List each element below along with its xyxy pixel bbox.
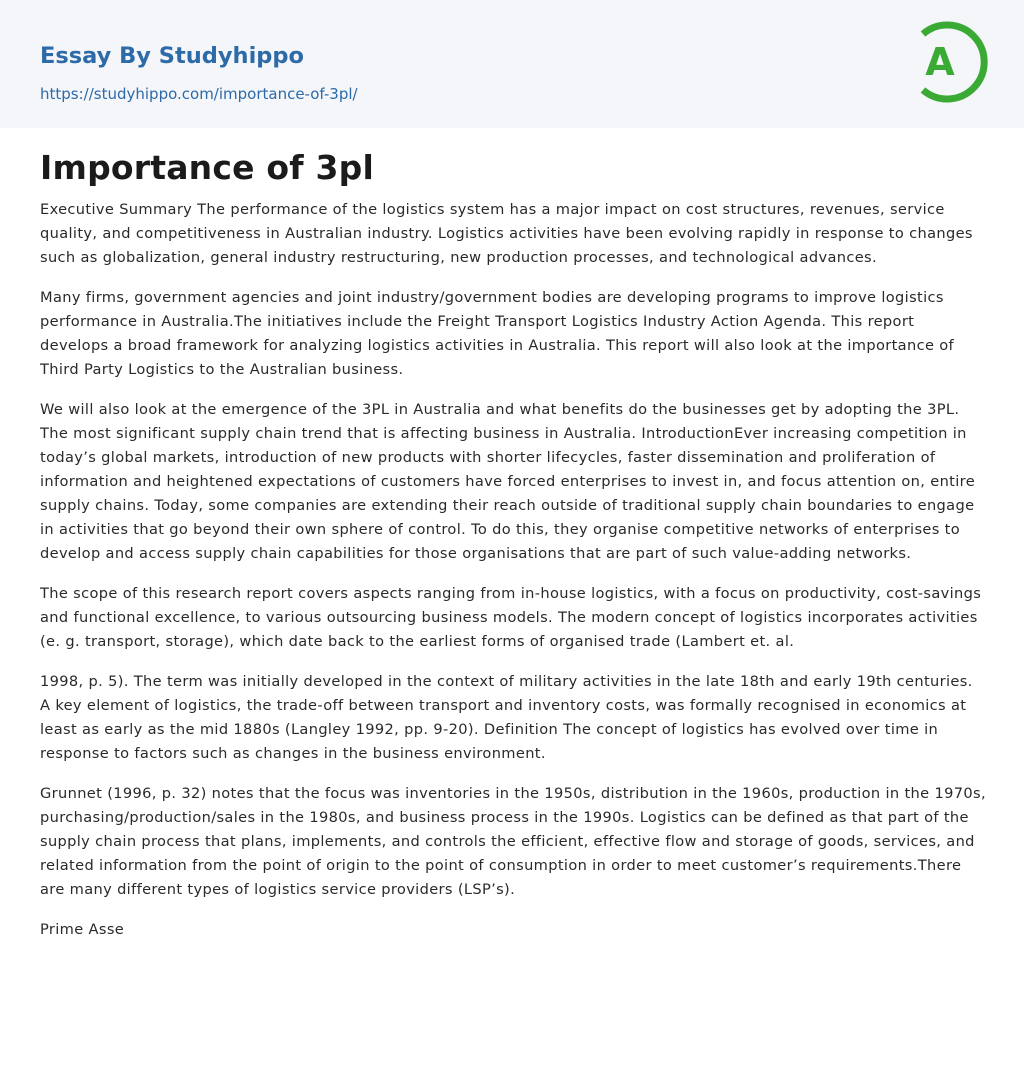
studyhippo-logo-icon[interactable] bbox=[910, 18, 988, 106]
site-header bbox=[0, 0, 1024, 128]
essay-title: Importance of 3pl bbox=[40, 148, 375, 187]
essay-url-link[interactable]: https://studyhippo.com/importance-of-3pl/ bbox=[40, 85, 358, 103]
essay-paragraph: Grunnet (1996, p. 32) notes that the focus was inventories in the 1950s, distribution in the 1960s, production in the 1970s, purchasing/production/sales in the 1980s, and business process in the 1990s. Logistics can be defined as that part of the supply chain process that plans, implements, and controls the efficient, effective flow and storage of goods, services, and related information from the point of origin to the point of consumption in order to meet customer’s requirements.There are many different types of logistics service providers (LSP’s). bbox=[40, 785, 986, 898]
essay-paragraph: Many firms, government agencies and joint industry/government bodies are developing programs to improve logistics performance in Australia.The initiatives include the Freight Transport Logistics Industry Action Agenda. This report develops a broad framework for analyzing logistics activities in Australia. This report will also look at the importance of Third Party Logistics to the Australian business. bbox=[40, 289, 955, 378]
essay-paragraph: Executive Summary The performance of the logistics system has a major impact on cost structures, revenues, service quality, and competitiveness in Australian industry. Logistics activities have been evolving rapidly in response to changes such as globalization, general industry restructuring, new production processes, and technological advances. bbox=[40, 201, 973, 266]
essay-paragraph: The scope of this research report covers aspects ranging from in-house logistics, with a focus on productivity, cost-savings and functional excellence, to various outsourcing business models. The modern concept of logistics incorporates activities (e. g. transport, storage), which date back to the earliest forms of organised trade (Lambert et. al. bbox=[40, 585, 982, 650]
logo-letter: A bbox=[925, 40, 955, 84]
essay-paragraph: 1998, p. 5). The term was initially developed in the context of military activities in the late 18th and early 19th centuries. A key element of logistics, the trade-off between transport and inventory costs, was formally recognised in economics at least as early as the mid 1880s (Langley 1992, pp. 9-20). Definition The concept of logistics has evolved over time in response to factors such as changes in the business environment. bbox=[40, 673, 973, 762]
essay-content bbox=[40, 146, 986, 958]
essay-paragraph-truncated: Prime Asse bbox=[40, 921, 125, 938]
essay-paragraph: We will also look at the emergence of the 3PL in Australia and what benefits do the businesses get by adopting the 3PL. The most significant supply chain trend that is affecting business in Australia. IntroductionEver increasing competition in today’s global markets, introduction of new products with shorter lifecycles, faster dissemination and proliferation of information and heightened expectations of customers have forced enterprises to invest in, and focus attention on, entire supply chains. Today, some companies are extending their reach outside of traditional supply chain boundaries to engage in activities that go beyond their own sphere of control. To do this, they organise competitive networks of enterprises to develop and access supply chain capabilities for those organisations that are part of such value-adding networks. bbox=[40, 401, 976, 562]
site-title[interactable]: Essay By Studyhippo bbox=[40, 43, 304, 69]
